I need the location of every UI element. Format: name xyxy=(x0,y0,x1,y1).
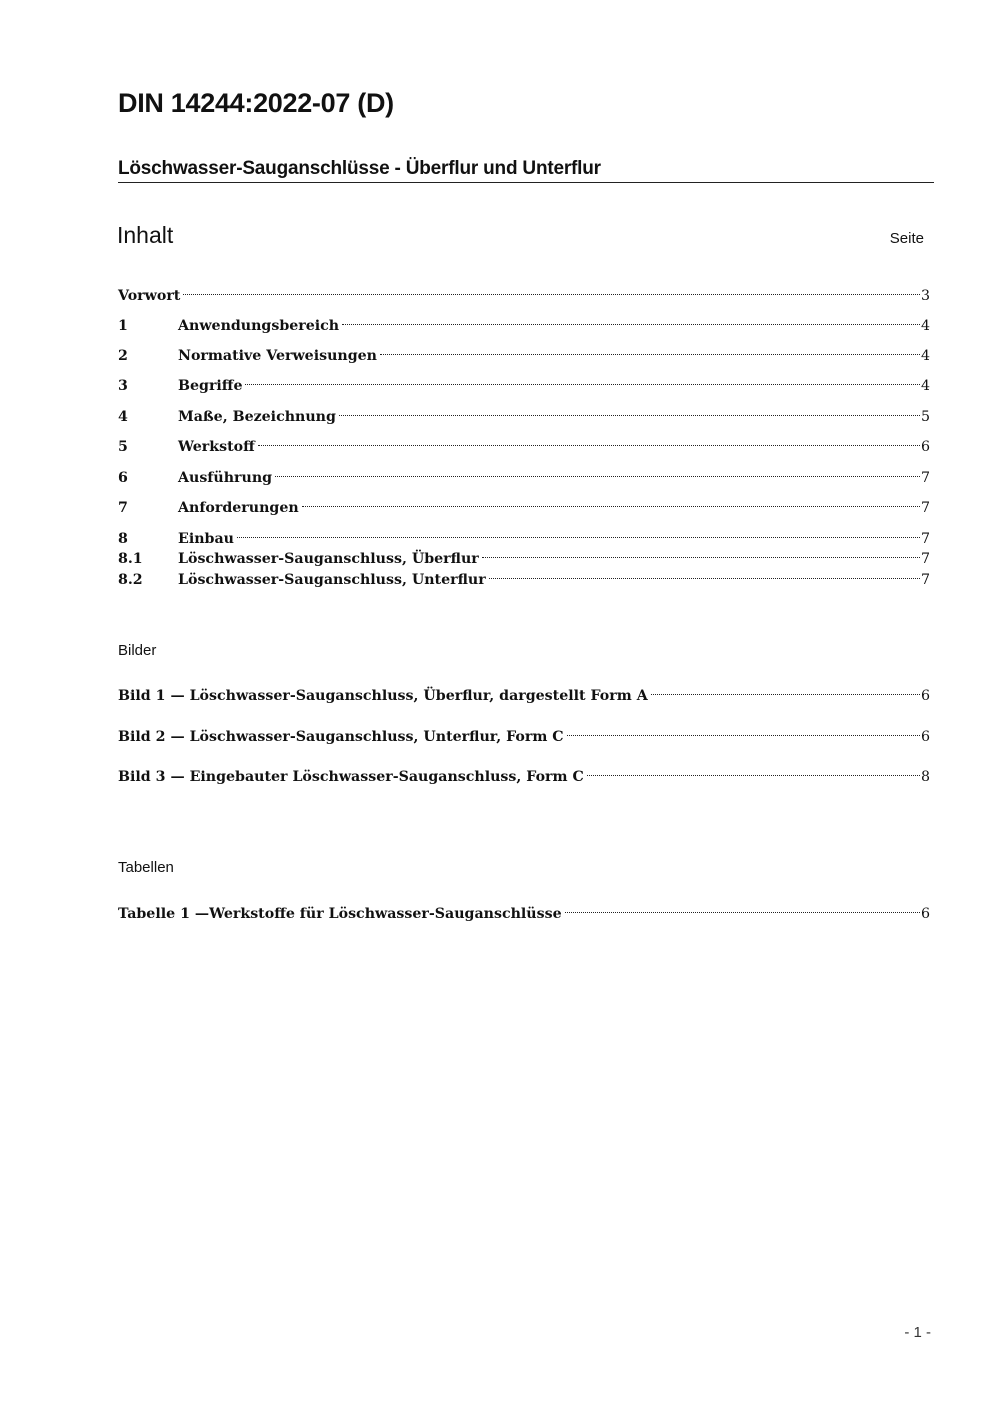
figure-entry-title: Bild 1 — Löschwasser-Sauganschluss, Überflur, dargestellt Form A xyxy=(118,688,648,704)
toc-entry-6[interactable] xyxy=(118,462,930,486)
page-number: - 1 - xyxy=(904,1324,931,1341)
toc-heading: Inhalt xyxy=(117,222,174,248)
figure-entry-title: Bild 2 — Löschwasser-Sauganschluss, Unterflur, Form C xyxy=(118,729,564,745)
figure-entry-2[interactable] xyxy=(118,721,930,745)
toc-entry-title: Anwendungsbereich xyxy=(178,318,340,334)
dot-leader xyxy=(237,523,920,543)
toc-entry-title: Einbau xyxy=(178,531,234,547)
figure-entry-page: 6 xyxy=(920,688,930,704)
toc-entry-page: 4 xyxy=(920,318,930,334)
dot-leader xyxy=(302,492,920,512)
figure-entry-1[interactable] xyxy=(118,680,930,704)
dot-leader xyxy=(567,721,920,741)
dot-leader xyxy=(339,401,920,421)
document-subtitle: Löschwasser-Sauganschlüsse - Überflur und Unterflur xyxy=(118,158,934,183)
table-entry-title: Tabelle 1 —Werkstoffe für Löschwasser-Sauganschlüsse xyxy=(118,906,562,922)
document-title: DIN 14244:2022-07 (D) xyxy=(118,88,394,118)
toc-entry-number: 4 xyxy=(118,409,128,425)
toc-entry-number: 5 xyxy=(118,439,128,455)
dot-leader xyxy=(380,340,920,360)
toc-entry-number: 7 xyxy=(118,500,128,516)
toc-entry-title: Anforderungen xyxy=(178,500,299,516)
toc-entry-8-2[interactable] xyxy=(118,564,930,588)
toc-entry-2[interactable] xyxy=(118,340,930,364)
toc-entry-number: 8 xyxy=(118,531,128,547)
dot-leader xyxy=(482,543,920,563)
figure-entry-3[interactable] xyxy=(118,761,930,785)
toc-entry-page: 4 xyxy=(920,378,930,394)
toc-entry-page: 5 xyxy=(920,409,930,425)
toc-entry-1[interactable] xyxy=(118,310,930,334)
toc-entry-page: 3 xyxy=(920,288,930,304)
toc-entry-title: Vorwort xyxy=(118,288,181,304)
dot-leader xyxy=(183,280,920,300)
toc-entry-page: 7 xyxy=(920,470,930,486)
toc-entry-number: 8.2 xyxy=(118,572,143,588)
toc-entry-3[interactable] xyxy=(118,370,930,394)
toc-entry-number: 8.1 xyxy=(118,551,143,567)
toc-entry-title: Normative Verweisungen xyxy=(178,348,377,364)
toc-entry-number: 6 xyxy=(118,470,128,486)
toc-entry-number: 2 xyxy=(118,348,128,364)
toc-entry-title: Löschwasser-Sauganschluss, Unterflur xyxy=(178,572,486,588)
dot-leader xyxy=(342,310,920,330)
toc-entry-page: 6 xyxy=(920,439,930,455)
dot-leader xyxy=(565,898,920,918)
toc-entry-8[interactable] xyxy=(118,523,930,547)
dot-leader xyxy=(258,431,920,451)
toc-entry-title: Maße, Bezeichnung xyxy=(178,409,336,425)
page-column-label: Seite xyxy=(889,230,924,247)
toc-entry-page: 7 xyxy=(920,500,930,516)
dot-leader xyxy=(587,761,920,781)
dot-leader xyxy=(651,680,920,700)
figure-entry-page: 8 xyxy=(920,769,930,785)
toc-entry-title: Löschwasser-Sauganschluss, Überflur xyxy=(178,551,479,567)
toc-entry-number: 3 xyxy=(118,378,128,394)
toc-entry-7[interactable] xyxy=(118,492,930,516)
toc-entry-4[interactable] xyxy=(118,401,930,425)
dot-leader xyxy=(275,462,920,482)
figure-entry-page: 6 xyxy=(920,729,930,745)
toc-entry-5[interactable] xyxy=(118,431,930,455)
tables-heading: Tabellen xyxy=(118,859,174,876)
toc-entry-8-1[interactable] xyxy=(118,543,930,567)
toc-entry-page: 4 xyxy=(920,348,930,364)
toc-entry-title: Ausführung xyxy=(178,470,273,486)
toc-entry-page: 7 xyxy=(920,572,930,588)
toc-entry-vorwort[interactable] xyxy=(118,280,930,304)
toc-entry-title: Begriffe xyxy=(178,378,243,394)
figure-entry-title: Bild 3 — Eingebauter Löschwasser-Sauganschluss, Form C xyxy=(118,769,584,785)
toc-entry-page: 7 xyxy=(920,551,930,567)
dot-leader xyxy=(245,370,919,390)
figures-heading: Bilder xyxy=(118,642,157,659)
toc-entry-title: Werkstoff xyxy=(178,439,255,455)
dot-leader xyxy=(489,564,920,584)
toc-entry-number: 1 xyxy=(118,318,128,334)
table-entry-page: 6 xyxy=(920,906,930,922)
toc-entry-page: 7 xyxy=(920,531,930,547)
table-entry-1[interactable] xyxy=(118,898,930,922)
